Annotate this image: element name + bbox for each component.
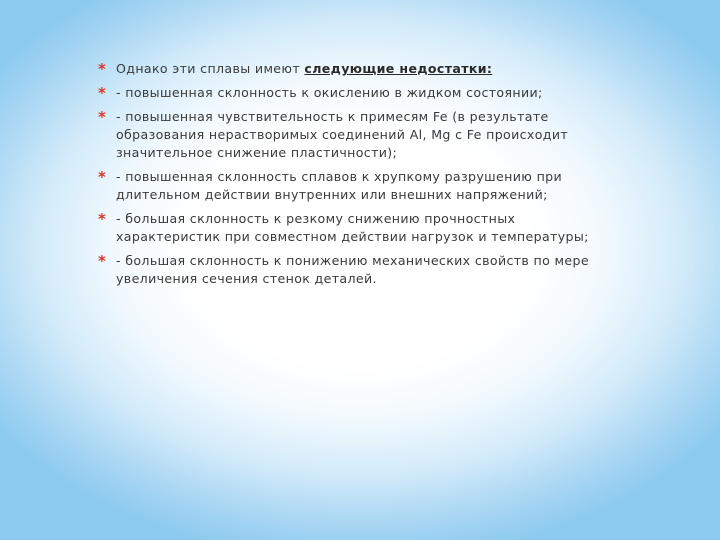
bullet-item-section-thickness <box>98 252 598 288</box>
bullet-star-icon: * <box>98 108 107 126</box>
bullet-item-strength-loss <box>98 210 598 246</box>
bullet-item-intro <box>98 60 598 78</box>
bullet-star-icon: * <box>98 84 107 102</box>
bullet-text: - большая склонность к резкому снижению прочностных характеристик при совместном действии нагрузок и температуры; <box>116 211 589 244</box>
bullet-star-icon: * <box>98 252 107 270</box>
bullet-item-fe-sensitivity <box>98 108 598 162</box>
bullet-list <box>98 60 598 294</box>
bullet-text: - повышенная чувствительность к примесям Fe (в результате образования нерастворимых соединений Al, Mg с Fe происходит значительное снижение пластичности); <box>116 109 569 160</box>
emphasis-text: следующие недостатки: <box>304 61 493 76</box>
bullet-text: Однако эти сплавы имеют <box>116 61 305 76</box>
bullet-text: - повышенная склонность к окислению в жидком состоянии; <box>116 85 543 100</box>
bullet-star-icon: * <box>98 60 107 78</box>
bullet-item-oxidation <box>98 84 598 102</box>
bullet-star-icon: * <box>98 210 107 228</box>
bullet-star-icon: * <box>98 168 107 186</box>
bullet-text: - повышенная склонность сплавов к хрупкому разрушению при длительном действии внутренних или внешних напряжений; <box>116 169 563 202</box>
bullet-text: - большая склонность к понижению механических свойств по мере увеличения сечения стенок деталей. <box>116 253 589 286</box>
bullet-item-brittle-fracture <box>98 168 598 204</box>
